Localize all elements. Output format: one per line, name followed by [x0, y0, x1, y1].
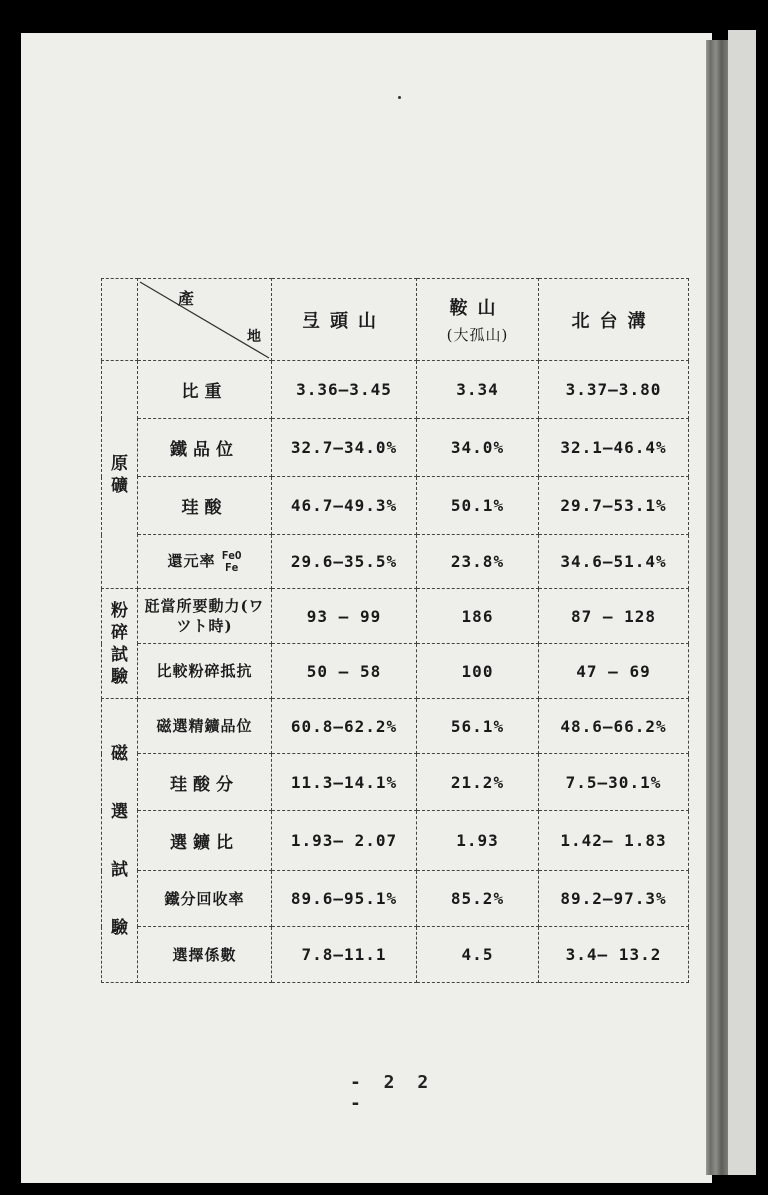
table-cell: 93 — 99	[272, 589, 417, 644]
data-table	[101, 278, 689, 983]
table-cell: 3.36—3.45	[272, 361, 417, 419]
row-label	[138, 535, 272, 589]
table-cell: 34.0%	[417, 419, 539, 477]
table-cell: 85.2%	[417, 871, 539, 927]
table-cell: 1.93	[417, 811, 539, 871]
header-row	[102, 279, 689, 361]
row-label: 磁選精鑛品位	[138, 699, 272, 754]
table-cell: 1.42— 1.83	[539, 811, 689, 871]
column-header	[539, 279, 689, 361]
book-edge	[728, 30, 756, 1175]
header-blank	[102, 279, 138, 361]
table-cell: 48.6—66.2%	[539, 699, 689, 754]
column-header-label: 弖頭山	[302, 310, 386, 332]
table-row	[102, 754, 689, 811]
table-cell: 89.6—95.1%	[272, 871, 417, 927]
table-row	[102, 535, 689, 589]
table-cell: 47 — 69	[539, 644, 689, 699]
table-row	[102, 589, 689, 644]
page-number: - 2 2 -	[350, 1072, 435, 1114]
corner-bottom-label: 地	[247, 328, 263, 345]
table-row	[102, 699, 689, 754]
table-cell: 7.8—11.1	[272, 927, 417, 983]
table-cell: 46.7—49.3%	[272, 477, 417, 535]
table-cell: 29.6—35.5%	[272, 535, 417, 589]
table-row	[102, 361, 689, 419]
row-label: 選鑛比	[138, 811, 272, 871]
corner-top-label: 產	[178, 288, 197, 308]
table-cell: 1.93— 2.07	[272, 811, 417, 871]
table-cell: 3.34	[417, 361, 539, 419]
table-row	[102, 927, 689, 983]
group-label-mag: 磁選試驗	[102, 699, 138, 983]
table-cell: 56.1%	[417, 699, 539, 754]
page-shadow	[706, 40, 728, 1175]
row-label: 珪酸分	[138, 754, 272, 811]
row-label: 瓩當所要動力(ワツト時)	[138, 589, 272, 644]
column-header-label: 北台溝	[571, 310, 656, 332]
table-cell: 23.8%	[417, 535, 539, 589]
table-cell: 89.2—97.3%	[539, 871, 689, 927]
fraction-top: FeO	[221, 548, 242, 562]
table-cell: 100	[417, 644, 539, 699]
column-header-sublabel: (大孤山)	[446, 326, 509, 344]
table-cell: 34.6—51.4%	[539, 535, 689, 589]
feo-fraction	[222, 550, 242, 574]
table-row	[102, 811, 689, 871]
table-cell: 3.4— 13.2	[539, 927, 689, 983]
table-cell: 87 — 128	[539, 589, 689, 644]
table-row	[102, 419, 689, 477]
table-cell: 50.1%	[417, 477, 539, 535]
table-cell: 32.1—46.4%	[539, 419, 689, 477]
table-cell: 50 — 58	[272, 644, 417, 699]
dust-speck	[398, 96, 401, 99]
table-cell: 11.3—14.1%	[272, 754, 417, 811]
table-cell: 4.5	[417, 927, 539, 983]
table-cell: 7.5—30.1%	[539, 754, 689, 811]
column-header	[417, 279, 539, 361]
row-label: 比較粉碎抵抗	[138, 644, 272, 699]
row-label: 比重	[138, 361, 272, 419]
table-cell: 21.2%	[417, 754, 539, 811]
row-label: 珪酸	[138, 477, 272, 535]
table-cell: 186	[417, 589, 539, 644]
table-cell: 3.37—3.80	[539, 361, 689, 419]
row-label-text: 還元率	[167, 551, 216, 570]
column-header-label: 鞍山	[449, 298, 506, 319]
row-label: 選擇係數	[138, 927, 272, 983]
fraction-bottom: Fe	[225, 560, 239, 574]
table-cell: 29.7—53.1%	[539, 477, 689, 535]
table-cell: 60.8—62.2%	[272, 699, 417, 754]
table-cell: 32.7—34.0%	[272, 419, 417, 477]
column-header	[272, 279, 417, 361]
group-label-crush: 粉碎試驗	[102, 589, 138, 699]
group-label-ore: 原礦	[102, 361, 138, 589]
table-row	[102, 477, 689, 535]
row-label: 鐵品位	[138, 419, 272, 477]
corner-header	[138, 279, 272, 361]
table-row	[102, 871, 689, 927]
table-row	[102, 644, 689, 699]
row-label: 鐵分回收率	[138, 871, 272, 927]
